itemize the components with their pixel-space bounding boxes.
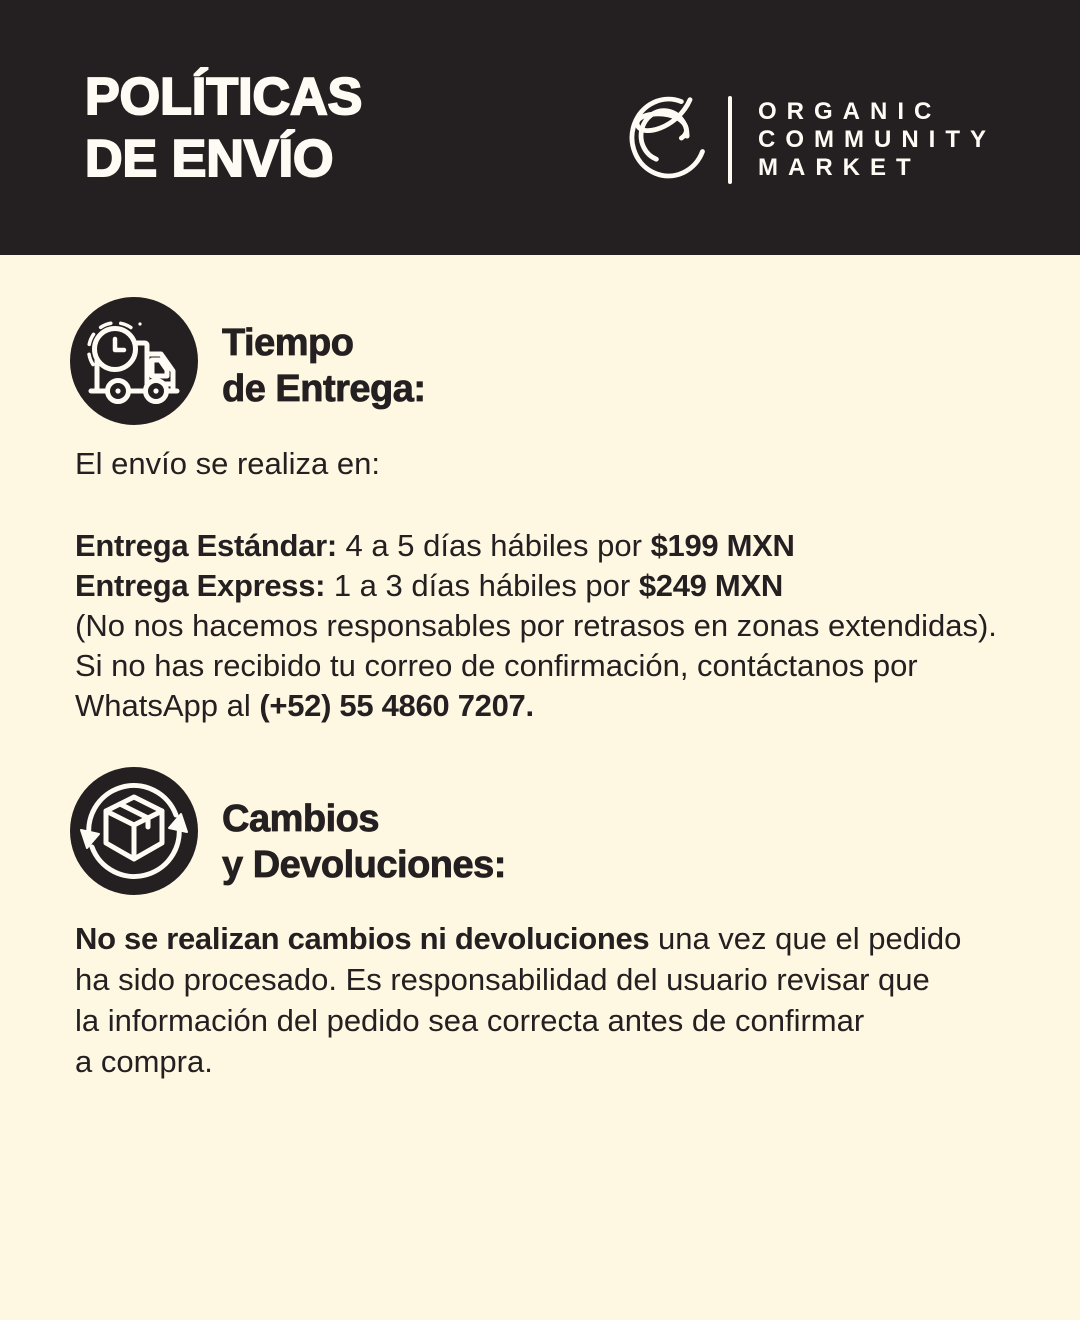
- returns-heading-line2: y Devoluciones:: [222, 844, 506, 886]
- whatsapp-number: (+52) 55 4860 7207.: [259, 688, 534, 723]
- returns-line1: [75, 918, 1035, 959]
- delivery-heading: [222, 320, 426, 412]
- delivery-contact-line1: Si no has recibido tu correo de confirmación, contáctanos por: [75, 648, 918, 683]
- page-title: [85, 66, 362, 190]
- header: [0, 0, 1080, 255]
- box-circular-arrows-icon: [70, 767, 198, 895]
- express-delivery-price: $249 MXN: [638, 568, 783, 603]
- brand-word-organic: ORGANIC: [758, 98, 942, 125]
- brand-wordmark: [758, 98, 996, 182]
- returns-line1-rest: una vez que el pedido: [649, 921, 962, 956]
- returns-bold-lead: No se realizan cambios ni devoluciones: [75, 921, 650, 956]
- delivery-text: [75, 444, 1035, 726]
- delivery-disclaimer: (No nos hacemos responsables por retrasos en zonas extendidas).: [75, 608, 997, 643]
- logo-divider: [728, 96, 732, 184]
- returns-text: [75, 918, 1035, 1082]
- standard-delivery-price: $199 MXN: [650, 528, 795, 563]
- brand-word-community: COMMUNITY: [758, 126, 996, 153]
- delivery-contact-line2: [75, 686, 1035, 726]
- standard-delivery-text: 4 a 5 días hábiles por: [336, 528, 651, 563]
- whatsapp-prefix: WhatsApp al: [75, 688, 260, 723]
- returns-badge: [70, 767, 198, 895]
- organic-community-market-monogram-icon: [618, 92, 714, 188]
- page-title-line1: POLÍTICAS: [85, 68, 363, 126]
- page-title-line2: DE ENVÍO: [85, 130, 334, 188]
- express-delivery-text: 1 a 3 días hábiles por: [325, 568, 639, 603]
- brand-logo: [618, 92, 996, 188]
- standard-delivery-label: Entrega Estándar:: [75, 528, 337, 563]
- returns-line2: ha sido procesado. Es responsabilidad del usuario revisar que: [75, 962, 930, 997]
- delivery-heading-line1: Tiempo: [222, 322, 354, 364]
- delivery-heading-line2: de Entrega:: [222, 368, 426, 410]
- delivery-intro: El envío se realiza en:: [75, 446, 381, 481]
- brand-word-market: MARKET: [758, 154, 921, 181]
- truck-clock-icon: [70, 297, 198, 425]
- express-delivery-line: [75, 566, 1035, 606]
- returns-heading: [222, 796, 506, 888]
- standard-delivery-line: [75, 526, 1035, 566]
- express-delivery-label: Entrega Express:: [75, 568, 326, 603]
- returns-line3: la información del pedido sea correcta antes de confirmar: [75, 1003, 865, 1038]
- returns-line4: a compra.: [75, 1044, 213, 1079]
- delivery-badge: [70, 297, 198, 425]
- returns-heading-line1: Cambios: [222, 798, 379, 840]
